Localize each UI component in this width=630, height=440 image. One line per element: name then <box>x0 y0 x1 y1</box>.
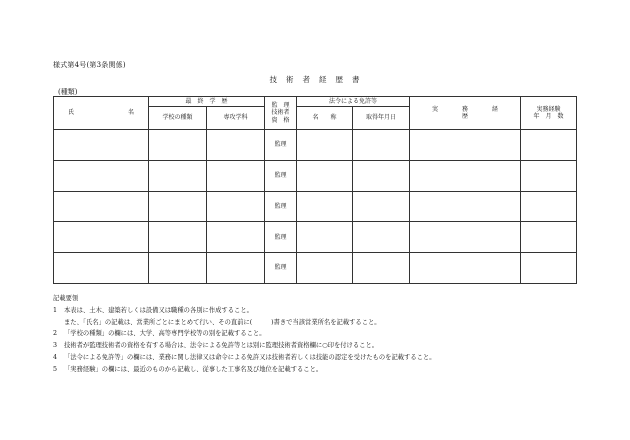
note-number: 2 <box>53 330 58 338</box>
table-row <box>54 222 577 253</box>
cell-experience[interactable] <box>410 130 521 161</box>
cell-years[interactable] <box>521 222 577 253</box>
header-license: 法令による免許等 <box>297 97 410 107</box>
note-item <box>53 352 436 364</box>
career-table <box>53 96 577 284</box>
supervisor-qual-line2: 技術者 <box>271 109 290 117</box>
cell-experience[interactable] <box>410 191 521 222</box>
cell-license-date[interactable] <box>353 160 410 191</box>
header-license-name: 名 称 <box>297 107 353 130</box>
years-line1: 実務経験 <box>536 105 561 113</box>
cell-license-name[interactable] <box>297 130 353 161</box>
cell-major[interactable] <box>207 130 265 161</box>
cell-license-name[interactable] <box>297 160 353 191</box>
cell-license-name[interactable] <box>297 191 353 222</box>
cell-supervisor: 監理 <box>265 253 297 284</box>
note-text: また、「氏名」の記載は、営業所ごとにまとめて行い、その直前に( )書きで当該営業所名を記載すること。 <box>64 318 381 326</box>
cell-major[interactable] <box>207 160 265 191</box>
note-number: 4 <box>53 353 58 361</box>
table-row <box>54 160 577 191</box>
cell-school-type[interactable] <box>149 160 207 191</box>
cell-school-type[interactable] <box>149 253 207 284</box>
cell-name[interactable] <box>54 222 149 253</box>
table-row <box>54 191 577 222</box>
cell-major[interactable] <box>207 253 265 284</box>
cell-years[interactable] <box>521 160 577 191</box>
note-text: 「実務経験」の欄には、最近のものから記載し、従事した工事名及び地位を記載すること。 <box>64 365 323 373</box>
cell-supervisor: 監理 <box>265 130 297 161</box>
cell-school-type[interactable] <box>149 191 207 222</box>
cell-supervisor: 監理 <box>265 191 297 222</box>
cell-name[interactable] <box>54 253 149 284</box>
cell-experience[interactable] <box>410 253 521 284</box>
cell-name[interactable] <box>54 160 149 191</box>
notes-heading: 記載要領 <box>53 295 79 302</box>
form-number: 様式第4号(第3条関係) <box>53 61 126 69</box>
header-license-date: 取得年月日 <box>353 107 410 130</box>
note-item <box>53 328 436 340</box>
cell-license-date[interactable] <box>353 130 410 161</box>
header-major: 専攻学科 <box>207 107 265 130</box>
note-text: 「学校の種類」の欄には、大学、高等専門学校等の別を記載すること。 <box>64 330 266 338</box>
note-number: 3 <box>53 342 58 350</box>
note-item <box>53 364 436 376</box>
note-text: 本表は、土木、建築若しくは設備又は職種の各別に作成すること。 <box>64 306 253 314</box>
cell-experience[interactable] <box>410 160 521 191</box>
cell-years[interactable] <box>521 130 577 161</box>
category-label: (種類) <box>58 88 78 96</box>
notes-section <box>53 293 436 376</box>
note-text: 「法令による免許等」の欄には、業務に関し法律又は命令による免許又は技術者若しくは技能の認定を受けたものを記載すること。 <box>64 353 436 361</box>
cell-years[interactable] <box>521 253 577 284</box>
supervisor-qual-line1: 監 理 <box>271 101 290 109</box>
cell-years[interactable] <box>521 191 577 222</box>
cell-supervisor: 監理 <box>265 160 297 191</box>
cell-license-name[interactable] <box>297 253 353 284</box>
note-item <box>53 317 436 329</box>
note-text: 技術者が監理技術者の資格を有する場合は、法令による免許等とは別に監理技術者資格欄に○印を付けること。 <box>64 342 379 350</box>
cell-major[interactable] <box>207 191 265 222</box>
cell-license-date[interactable] <box>353 253 410 284</box>
cell-major[interactable] <box>207 222 265 253</box>
note-item <box>53 340 436 352</box>
note-item <box>53 305 436 317</box>
cell-license-date[interactable] <box>353 191 410 222</box>
header-supervisor-qualification <box>265 97 297 130</box>
header-name: 氏 名 <box>54 97 149 130</box>
header-final-education: 最 終 学 歴 <box>149 97 265 107</box>
cell-name[interactable] <box>54 130 149 161</box>
cell-school-type[interactable] <box>149 222 207 253</box>
header-experience: 実 務 経 歴 <box>410 97 521 130</box>
table-row <box>54 253 577 284</box>
cell-school-type[interactable] <box>149 130 207 161</box>
header-experience-years <box>521 97 577 130</box>
note-number: 1 <box>53 306 58 314</box>
note-number: 5 <box>53 365 58 373</box>
cell-license-date[interactable] <box>353 222 410 253</box>
supervisor-qual-line3: 資 格 <box>271 116 290 124</box>
table-row <box>54 130 577 161</box>
cell-license-name[interactable] <box>297 222 353 253</box>
cell-experience[interactable] <box>410 222 521 253</box>
cell-name[interactable] <box>54 191 149 222</box>
years-line2: 年 月 数 <box>533 113 564 120</box>
cell-supervisor: 監理 <box>265 222 297 253</box>
header-school-type: 学校の種類 <box>149 107 207 130</box>
document-title: 技術者経歴書 <box>269 75 369 84</box>
